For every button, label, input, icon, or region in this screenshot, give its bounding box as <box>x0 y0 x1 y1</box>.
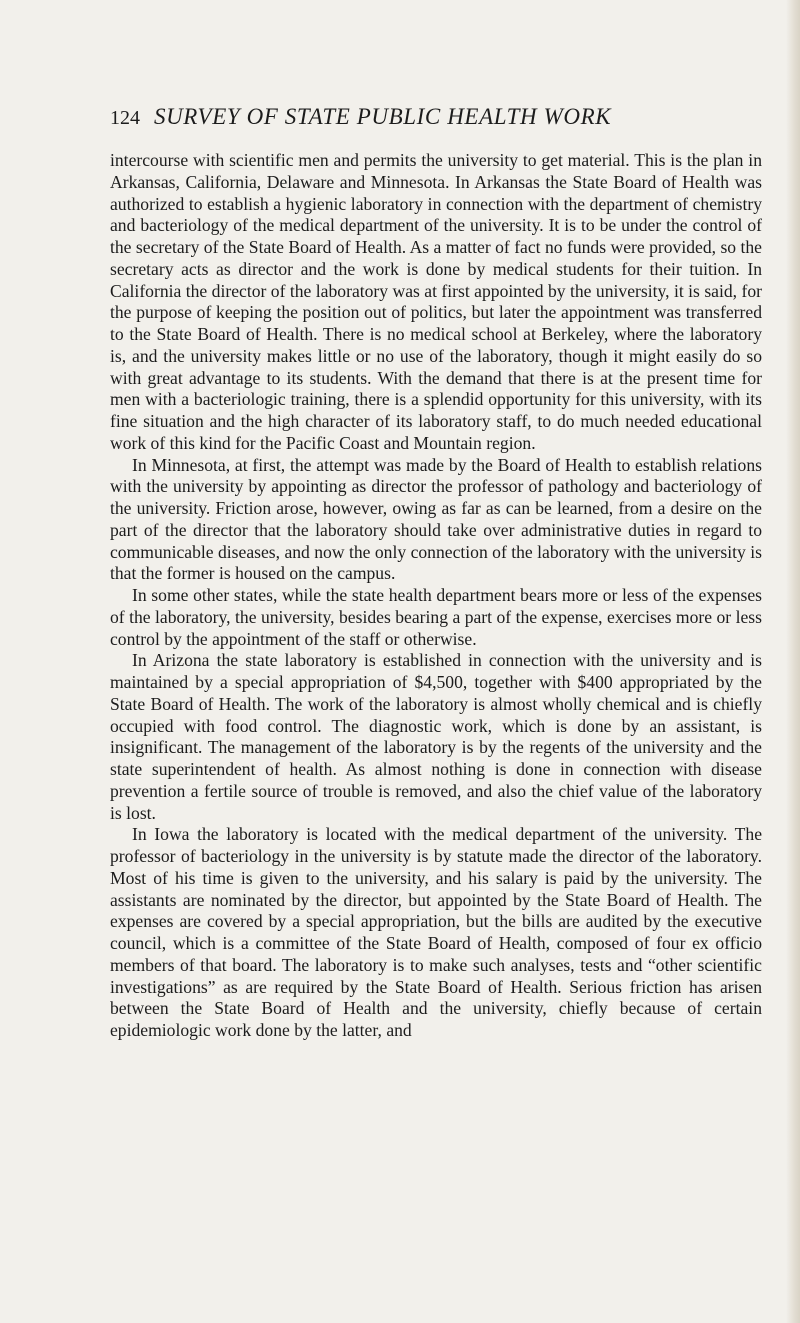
paragraph: In some other states, while the state health department bears more or less of the expenses of the laboratory, the university, besides bearing a part of the expense, exercises more or less control by the appointment of the staff or otherwise. <box>110 585 762 649</box>
page-header <box>110 104 750 130</box>
body-text <box>110 150 762 1042</box>
running-head: SURVEY OF STATE PUBLIC HEALTH WORK <box>154 104 612 129</box>
paragraph: intercourse with scientific men and permits the university to get material. This is the plan in Arkansas, California, Delaware and Minnesota. In Arkansas the State Board of Health was authorized to establish a hygienic laboratory in connection with the department of chemistry and bacteriology of the medical department of the university. It is to be under the control of the secretary of the State Board of Health. As a matter of fact no funds were provided, so the secretary acts as director and the work is done by medical students for their tuition. In California the director of the laboratory was at first appointed by the university, it is said, for the purpose of keeping the position out of politics, but later the appointment was transferred to the State Board of Health. There is no medical school at Berkeley, where the laboratory is, and the university makes little or no use of the laboratory, though it might easily do so with great advantage to its students. With the demand that there is at the present time for men with a bacteriologic training, there is a splendid opportunity for this university, with its fine situation and the high character of its laboratory staff, to do much needed educational work of this kind for the Pacific Coast and Mountain region. <box>110 150 762 453</box>
page-edge-shadow <box>786 0 800 1323</box>
paragraph: In Minnesota, at first, the attempt was made by the Board of Health to establish relations with the university by appointing as director the professor of pathology and bacteriology of the university. Friction arose, however, owing as far as can be learned, from a desire on the part of the director that the laboratory should take over administrative duties in regard to communicable diseases, and now the only connection of the laboratory with the university is that the former is housed on the campus. <box>110 454 762 584</box>
paragraph: In Iowa the laboratory is located with the medical department of the university. The professor of bacteriology in the university is by statute made the director of the laboratory. Most of his time is given to the university, and his salary is paid by the university. The assistants are nominated by the director, but appointed by the State Board of Health. The expenses are covered by a special appropriation, but the bills are audited by the executive council, which is a committee of the State Board of Health, composed of four ex officio members of that board. The laboratory is to make such analyses, tests and “other scientific investigations” as are required by the State Board of Health. Serious friction has arisen between the State Board of Health and the university, chiefly because of certain epidemiologic work done by the latter, and <box>110 824 762 1040</box>
page-number: 124 <box>110 107 140 129</box>
paragraph: In Arizona the state laboratory is established in connection with the university and is maintained by a special appropriation of $4,500, together with $400 appropriated by the State Board of Health. The work of the laboratory is almost wholly chemical and is chiefly occupied with food control. The diagnostic work, which is done by an assistant, is insignificant. The management of the laboratory is by the regents of the university and the state superintendent of health. As almost nothing is done in connection with disease prevention a fertile source of trouble is removed, and also the chief value of the laboratory is lost. <box>110 650 762 823</box>
